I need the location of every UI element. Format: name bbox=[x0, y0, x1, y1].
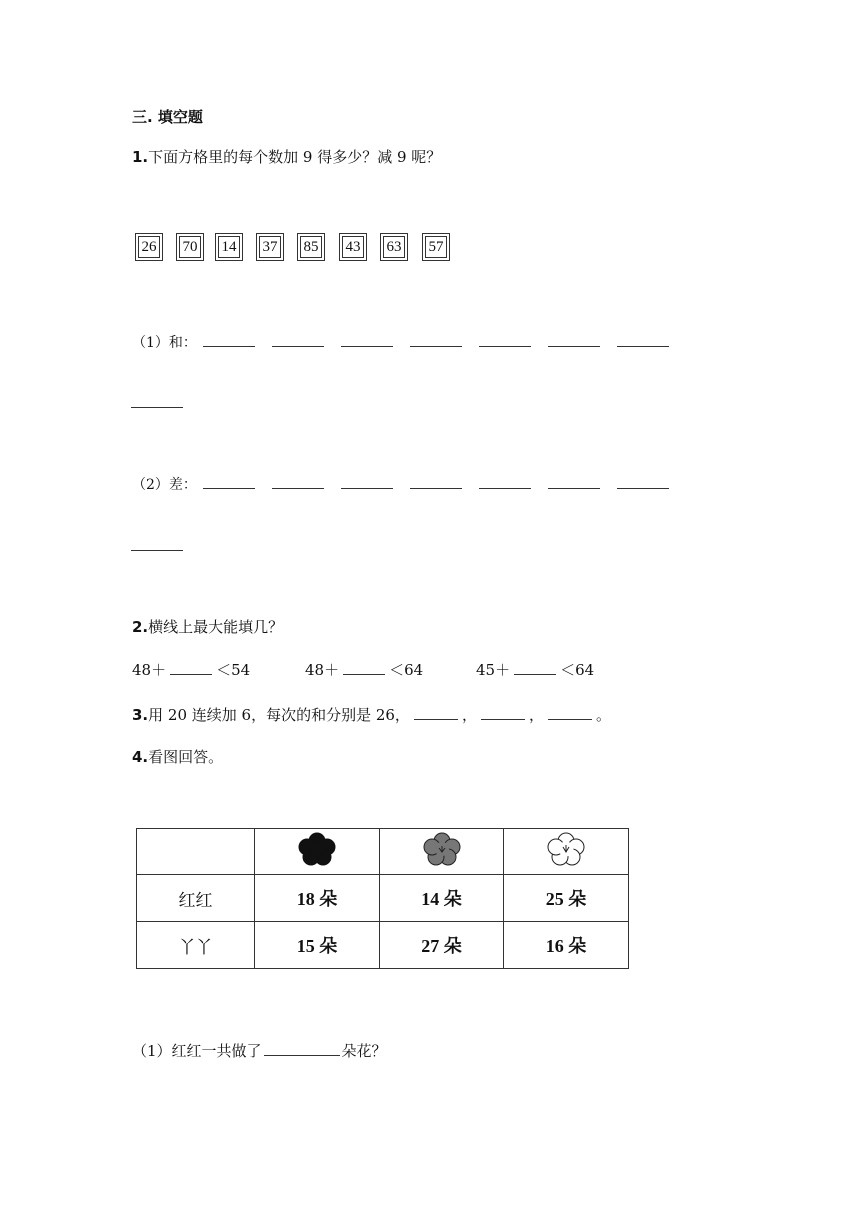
answer-blank[interactable] bbox=[479, 474, 531, 489]
table-cell: 27 朵 bbox=[380, 922, 504, 969]
question-text: 下面方格里的每个数加 9 得多少？减 9 呢？ bbox=[148, 148, 442, 166]
question-number: 3. bbox=[132, 706, 149, 724]
sum-row-wrap bbox=[131, 393, 183, 412]
sum-label: （1）和： bbox=[132, 335, 197, 351]
answer-blank[interactable] bbox=[203, 474, 255, 489]
diff-row-wrap bbox=[131, 536, 183, 555]
table-row bbox=[137, 875, 629, 922]
table-cell: 25 朵 bbox=[504, 875, 629, 922]
answer-blank[interactable] bbox=[170, 660, 212, 675]
white-flower-icon bbox=[546, 832, 586, 866]
answer-blank[interactable] bbox=[410, 332, 462, 347]
table-cell: 18 朵 bbox=[255, 875, 380, 922]
answer-blank[interactable] bbox=[548, 332, 600, 347]
inequality: 48＋ ＜54 bbox=[132, 661, 251, 679]
answer-blank[interactable] bbox=[131, 393, 183, 408]
table-cell: 15 朵 bbox=[255, 922, 380, 969]
number-box: 70 bbox=[176, 233, 204, 261]
number-box: 14 bbox=[215, 233, 243, 261]
answer-blank[interactable] bbox=[548, 705, 592, 720]
question-number: 2. bbox=[132, 618, 149, 636]
answer-blank[interactable] bbox=[203, 332, 255, 347]
answer-blank[interactable] bbox=[479, 332, 531, 347]
table-row bbox=[137, 922, 629, 969]
number-box: 37 bbox=[256, 233, 284, 261]
answer-blank[interactable] bbox=[272, 474, 324, 489]
question-3: 3.用 20 连续加 6，每次的和分别是 26， ， ， 。 bbox=[132, 706, 611, 724]
question-text: 看图回答。 bbox=[148, 748, 224, 766]
inequality: 48＋ ＜64 bbox=[305, 661, 424, 679]
flower-table bbox=[136, 828, 629, 969]
answer-blank[interactable] bbox=[617, 474, 669, 489]
table-corner-cell bbox=[137, 829, 255, 875]
gray-flower-icon bbox=[422, 832, 462, 866]
answer-blank[interactable] bbox=[131, 536, 183, 551]
row-name: 红红 bbox=[137, 875, 255, 922]
question-number: 1. bbox=[132, 148, 149, 166]
question-4 bbox=[132, 746, 223, 767]
table-cell: 16 朵 bbox=[504, 922, 629, 969]
question-1 bbox=[132, 146, 441, 167]
table-header-row bbox=[137, 829, 629, 875]
number-box: 57 bbox=[422, 233, 450, 261]
answer-blank[interactable] bbox=[264, 1041, 340, 1056]
answer-blank[interactable] bbox=[514, 660, 556, 675]
question-text: 横线上最大能填几？ bbox=[148, 618, 284, 636]
number-box: 43 bbox=[339, 233, 367, 261]
diff-row bbox=[132, 474, 669, 494]
table-header-cell bbox=[380, 829, 504, 875]
answer-blank[interactable] bbox=[341, 332, 393, 347]
answer-blank[interactable] bbox=[343, 660, 385, 675]
answer-blank[interactable] bbox=[548, 474, 600, 489]
answer-blank[interactable] bbox=[617, 332, 669, 347]
question-4-sub-1: （1）红红一共做了 朵花？ bbox=[132, 1042, 387, 1060]
answer-blank[interactable] bbox=[341, 474, 393, 489]
section-title: 三. 填空题 bbox=[132, 108, 203, 126]
table-cell: 14 朵 bbox=[380, 875, 504, 922]
black-flower-icon bbox=[297, 832, 337, 866]
row-name: 丫丫 bbox=[137, 922, 255, 969]
sum-row bbox=[132, 332, 669, 352]
answer-blank[interactable] bbox=[414, 705, 458, 720]
answer-blank[interactable] bbox=[481, 705, 525, 720]
answer-blank[interactable] bbox=[272, 332, 324, 347]
question-number: 4. bbox=[132, 748, 149, 766]
number-box: 85 bbox=[297, 233, 325, 261]
inequality: 45＋ ＜64 bbox=[476, 661, 595, 679]
table-header-cell bbox=[255, 829, 380, 875]
table-header-cell bbox=[504, 829, 629, 875]
number-box: 26 bbox=[135, 233, 163, 261]
diff-label: （2）差： bbox=[132, 477, 197, 493]
answer-blank[interactable] bbox=[410, 474, 462, 489]
question-2 bbox=[132, 616, 283, 637]
number-box: 63 bbox=[380, 233, 408, 261]
